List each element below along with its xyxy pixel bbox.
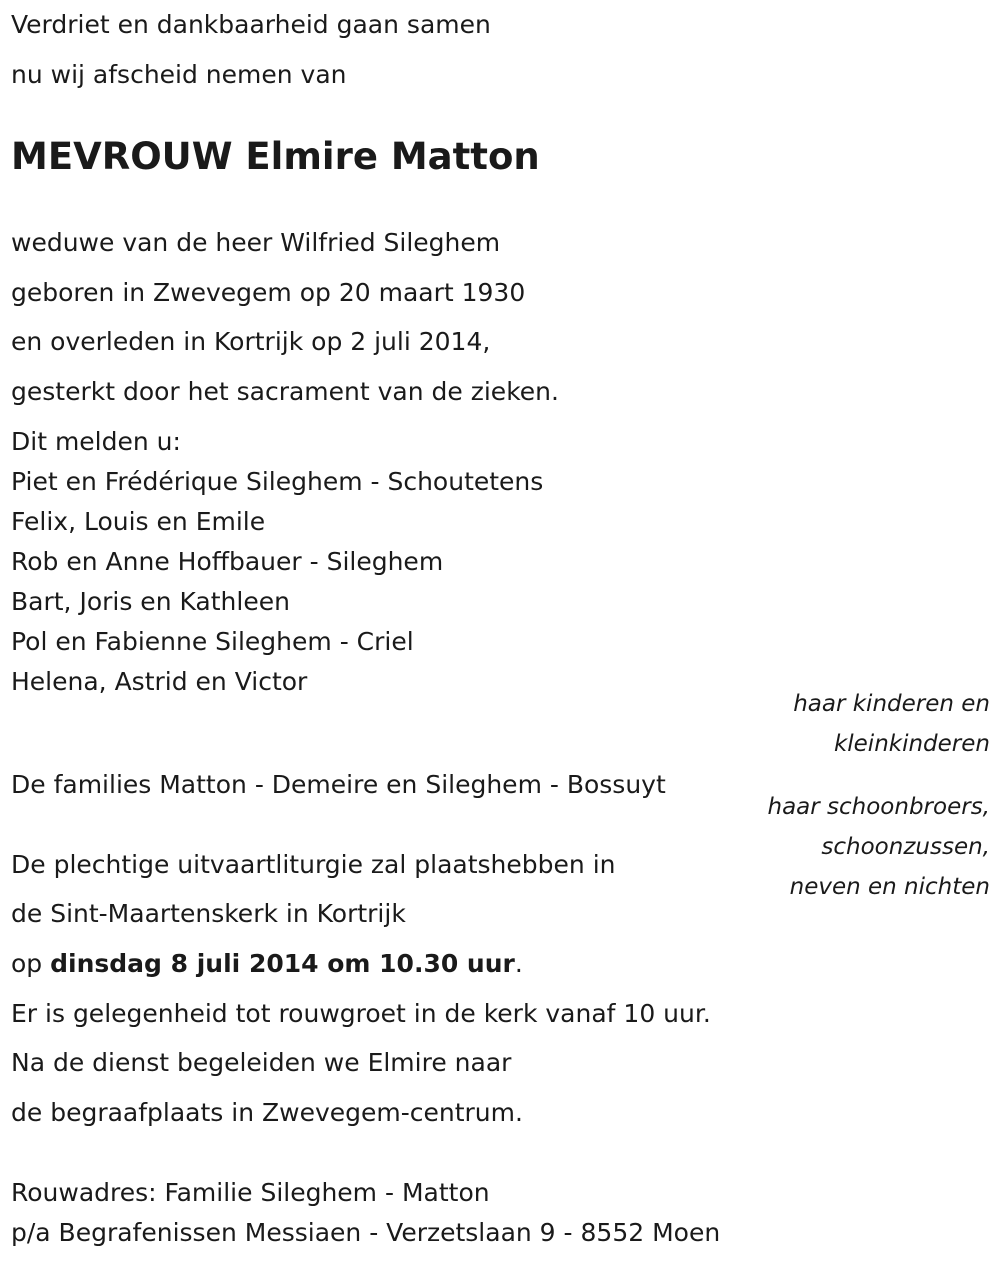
family-line: Bart, Joris en Kathleen <box>11 587 290 616</box>
address-line-2: p/a Begrafenissen Messiaen - Verzetslaan 9 - 8552 Moen <box>11 1218 721 1247</box>
role-inlaws-line-2: schoonzussen, <box>821 834 990 860</box>
role-inlaws-line-3: neven en nichten <box>789 874 990 900</box>
family-line: Felix, Louis en Emile <box>11 507 266 536</box>
role-children-line-2: kleinkinderen <box>833 731 990 757</box>
ceremony-line-1: De plechtige uitvaartliturgie zal plaatshebben in <box>11 850 616 879</box>
bio-line-1: weduwe van de heer Wilfried Sileghem <box>11 228 501 257</box>
family-line: Rob en Anne Hoffbauer - Sileghem <box>11 547 444 576</box>
ceremony-line-3 <box>11 951 523 976</box>
announce-line: Dit melden u: <box>11 427 181 456</box>
role-children-line-1: haar kinderen en <box>793 691 990 717</box>
ceremony-date-time: dinsdag 8 juli 2014 om 10.30 uur <box>50 949 515 978</box>
ceremony-suffix: . <box>514 949 523 978</box>
ceremony-line-6: de begraafplaats in Zwevegem-centrum. <box>11 1098 523 1127</box>
address-line-1: Rouwadres: Familie Sileghem - Matton <box>11 1178 490 1207</box>
intro-line-1: Verdriet en dankbaarheid gaan samen <box>11 10 491 39</box>
ceremony-line-4: Er is gelegenheid tot rouwgroet in de kerk vanaf 10 uur. <box>11 999 711 1028</box>
bio-line-2: geboren in Zwevegem op 20 maart 1930 <box>11 278 526 307</box>
ceremony-line-5: Na de dienst begeleiden we Elmire naar <box>11 1048 512 1077</box>
bio-line-4: gesterkt door het sacrament van de zieken. <box>11 377 559 406</box>
ceremony-prefix: op <box>11 949 51 978</box>
role-inlaws-line-1: haar schoonbroers, <box>767 794 990 820</box>
ceremony-line-2: de Sint-Maartenskerk in Kortrijk <box>11 899 406 928</box>
deceased-name: MEVROUW Elmire Matton <box>11 135 540 178</box>
bio-line-3: en overleden in Kortrijk op 2 juli 2014, <box>11 327 491 356</box>
families-line: De families Matton - Demeire en Sileghem - Bossuyt <box>11 770 666 799</box>
family-line: Pol en Fabienne Sileghem - Criel <box>11 627 414 656</box>
family-line: Helena, Astrid en Victor <box>11 667 308 696</box>
intro-line-2: nu wij afscheid nemen van <box>11 60 347 89</box>
family-line: Piet en Frédérique Sileghem - Schoutetens <box>11 467 544 496</box>
